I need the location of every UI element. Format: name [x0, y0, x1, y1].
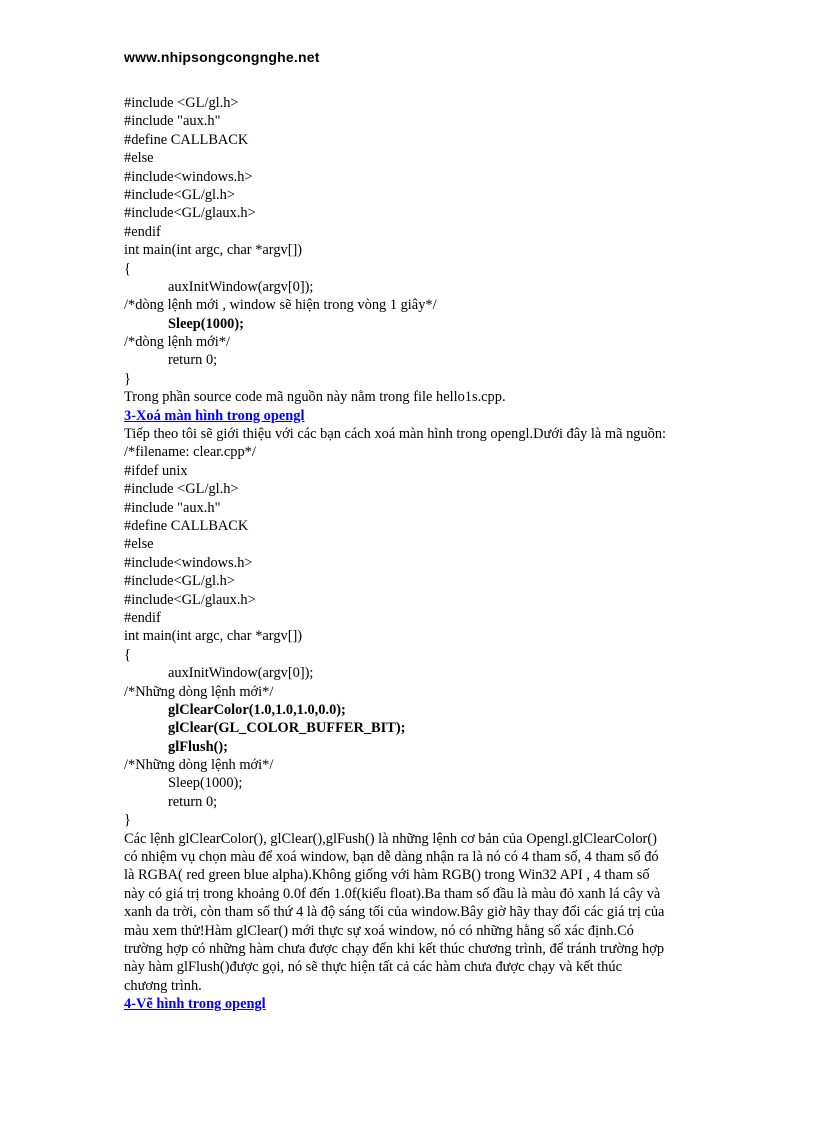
code-line: return 0; [168, 352, 218, 369]
paragraph-line: xanh da trời, còn tham số thứ 4 là độ sáng tối của window.Bây giờ hãy thay đổi các giá trị của [124, 904, 665, 921]
paragraph-line: là RGBA( red green blue alpha).Không giống với hàm RGB() trong Win32 API , 4 tham số [124, 867, 650, 884]
code-line: } [124, 812, 131, 829]
section-3-heading-link[interactable]: 3-Xoá màn hình trong opengl [124, 407, 305, 424]
site-header: www.nhipsongcongnghe.net [124, 49, 320, 65]
code-comment: /*dòng lệnh mới , window sẽ hiện trong vòng 1 giây*/ [124, 297, 437, 314]
code-comment: /*dòng lệnh mới*/ [124, 334, 230, 351]
code-line: #else [124, 150, 154, 167]
code-block-hello1s [124, 94, 724, 388]
code-line-bold: Sleep(1000); [168, 315, 244, 332]
code-line: #else [124, 536, 154, 553]
code-line: return 0; [168, 793, 218, 810]
code-line: #endif [124, 223, 161, 240]
code-line: #include<GL/gl.h> [124, 186, 235, 203]
paragraph-line: trường hợp có những hàm chưa được chạy đến khi kết thúc chương trình, để tránh trường hợp [124, 940, 665, 957]
code-line: #include "aux.h" [124, 113, 221, 130]
code-line-bold: glClear(GL_COLOR_BUFFER_BIT); [168, 720, 406, 737]
code-line: Sleep(1000); [168, 775, 243, 792]
code-line: { [124, 260, 131, 277]
code-line: #include<GL/glaux.h> [124, 205, 256, 222]
code-line: #include <GL/gl.h> [124, 95, 239, 111]
code-line-bold: glFlush(); [168, 738, 228, 755]
paragraph-line: có nhiệm vụ chọn màu để xoá window, bạn dễ dàng nhận ra là nó có 4 tham số, 4 tham số đó [124, 849, 659, 866]
code-line: auxInitWindow(argv[0]); [168, 665, 314, 682]
code-comment: /*Những dòng lệnh mới*/ [124, 683, 274, 700]
source-note: Trong phần source code mã nguồn này nằm trong file hello1s.cpp. [124, 389, 506, 406]
section-4-heading-link[interactable]: 4-Vẽ hình trong opengl [124, 996, 266, 1013]
code-line: #include<windows.h> [124, 554, 253, 571]
section-3-intro: Tiếp theo tôi sẽ giới thiệu với các bạn cách xoá màn hình trong opengl.Dưới đây là mã nguồn: [124, 426, 667, 443]
code-line: int main(int argc, char *argv[]) [124, 628, 303, 645]
code-line: { [124, 646, 131, 663]
code-line: } [124, 370, 131, 387]
code-line: #define CALLBACK [124, 517, 249, 534]
code-line: #include<GL/glaux.h> [124, 591, 256, 608]
code-line: #include<GL/gl.h> [124, 573, 235, 590]
document-body [124, 94, 724, 1014]
code-line: /*filename: clear.cpp*/ [124, 444, 256, 461]
code-comment: /*Những dòng lệnh mới*/ [124, 757, 274, 774]
code-line: #ifdef unix [124, 462, 188, 479]
code-block-clear [124, 443, 724, 829]
paragraph-line: chương trình. [124, 977, 202, 994]
code-line: auxInitWindow(argv[0]); [168, 278, 314, 295]
code-line: #include "aux.h" [124, 499, 221, 516]
code-line-bold: glClearColor(1.0,1.0,1.0,0.0); [168, 701, 346, 718]
paragraph-line: này có giá trị trong khoảng 0.0f đến 1.0f(kiểu float).Ba tham số đầu là màu đỏ xanh lá cây và [124, 885, 661, 902]
code-line: int main(int argc, char *argv[]) [124, 242, 303, 259]
paragraph-line: Các lệnh glClearColor(), glClear(),glFush() là những lệnh cơ bản của Opengl.glClearColor() [124, 830, 657, 847]
explanation-paragraph [124, 830, 724, 996]
code-line: #include <GL/gl.h> [124, 481, 239, 498]
code-line: #endif [124, 609, 161, 626]
code-line: #include<windows.h> [124, 168, 253, 185]
paragraph-line: màu xem thử!Hàm glClear() mới thực sự xoá window, nó có những hằng số xác định.Có [124, 922, 634, 939]
paragraph-line: này hàm glFlush()được gọi, nó sẽ thực hiện tất cả các hàm chưa được chạy và kết thúc [124, 959, 622, 976]
code-line: #define CALLBACK [124, 131, 249, 148]
